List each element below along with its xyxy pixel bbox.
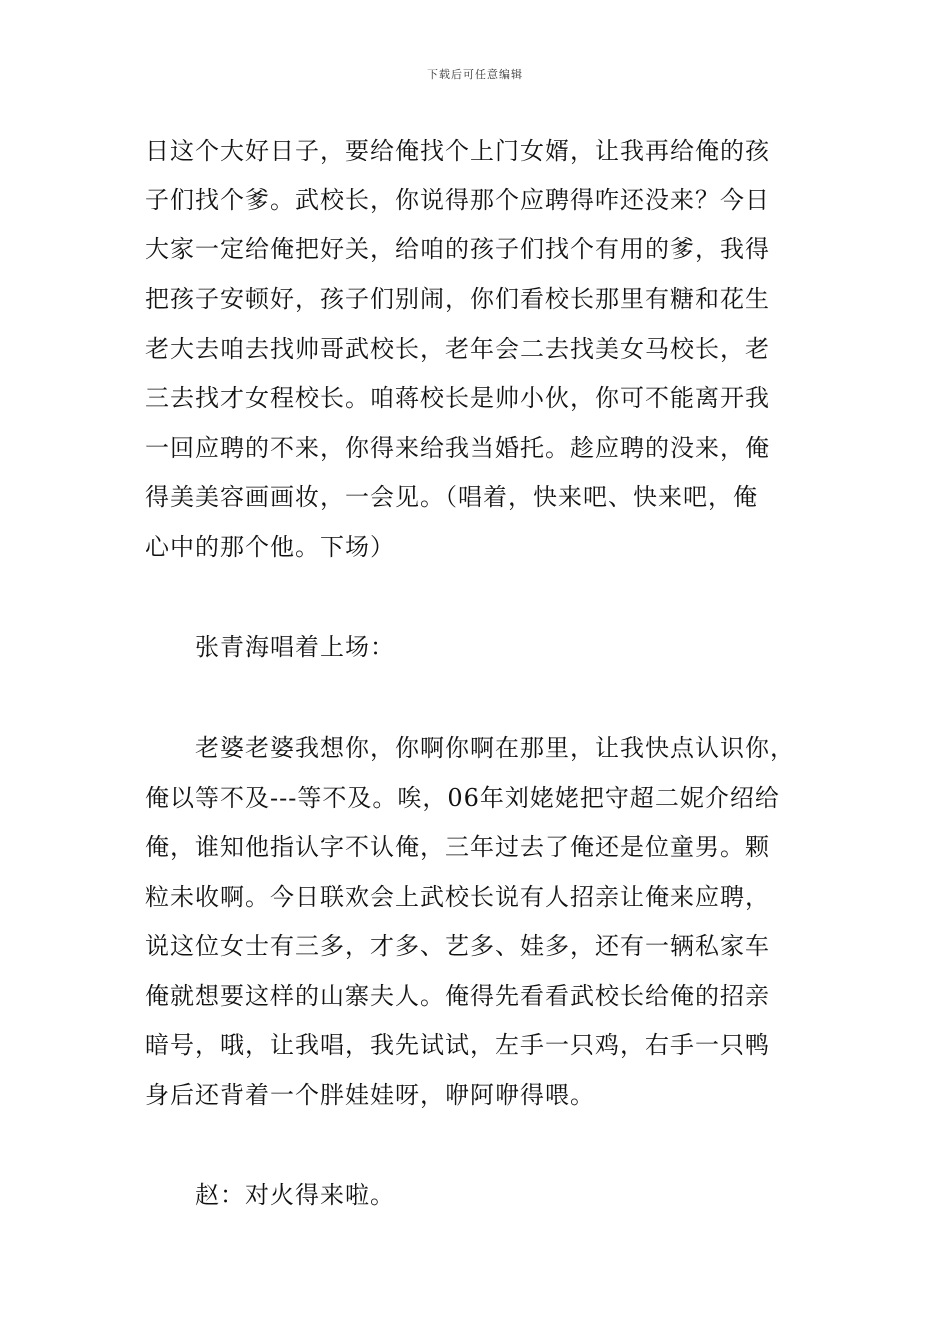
- text-line: 三去找才女程校长。咱蒋校长是帅小伙，你可不能离开我: [145, 384, 770, 412]
- text-line: 把孩子安顿好，孩子们别闹，你们看校长那里有糖和花生: [145, 285, 770, 313]
- text-line: 大家一定给俺把好关，给咱的孩子们找个有用的爹，我得: [145, 235, 770, 263]
- text-line: 粒未收啊。今日联欢会上武校长说有人招亲让俺来应聘，: [145, 883, 770, 911]
- text-line: 子们找个爹。武校长，你说得那个应聘得咋还没来？今日: [145, 186, 770, 214]
- text-line: 日这个大好日子，要给俺找个上门女婿，让我再给俺的孩: [145, 137, 770, 165]
- text-line: 得美美容画画妆，一会见。（唱着，快来吧、快来吧，俺: [145, 483, 758, 511]
- text-line: 一回应聘的不来，你得来给我当婚托。趁应聘的没来，俺: [145, 434, 770, 462]
- text-line: 心中的那个他。下场）: [145, 533, 395, 561]
- text-line: 老婆老婆我想你，你啊你啊在那里，让我快点认识你，: [195, 734, 795, 762]
- header-note: 下载后可任意编辑: [427, 68, 523, 81]
- text-line: 说这位女士有三多，才多、艺多、娃多，还有一辆私家车: [145, 932, 770, 960]
- text-line: 俺就想要这样的山寨夫人。俺得先看看武校长给俺的招亲: [145, 982, 770, 1010]
- text-line: 俺以等不及---等不及。唉，06年刘姥姥把守超二妮介绍给: [145, 784, 780, 812]
- text-line: 老大去咱去找帅哥武校长，老年会二去找美女马校长，老: [145, 335, 770, 363]
- speaker-line: 张青海唱着上场：: [195, 633, 395, 661]
- text-line: 俺，谁知他指认字不认俺，三年过去了俺还是位童男。颗: [145, 833, 770, 861]
- speaker-line: 赵：对火得来啦。: [195, 1181, 395, 1209]
- text-line: 身后还背着一个胖娃娃呀，咿阿咿得喂。: [145, 1081, 595, 1109]
- text-line: 暗号，哦，让我唱，我先试试，左手一只鸡，右手一只鸭: [145, 1031, 770, 1059]
